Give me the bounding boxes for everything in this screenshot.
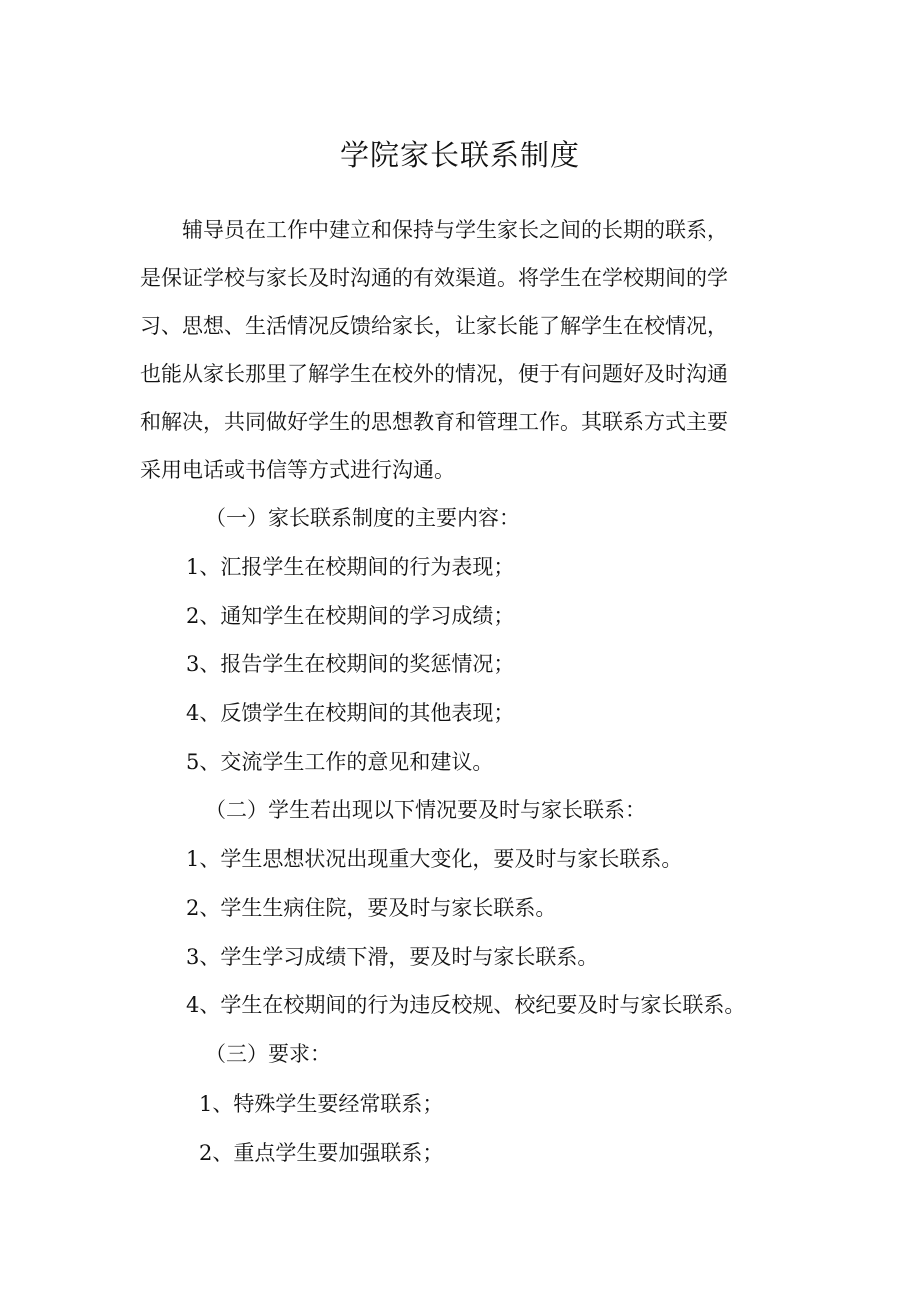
intro-line: 和解决，共同做好学生的思想教育和管理工作。其联系方式主要	[140, 410, 728, 434]
intro-line: 是保证学校与家长及时沟通的有效渠道。将学生在学校期间的学	[140, 266, 728, 290]
list-item: 2、学生生病住院，要及时与家长联系。	[186, 896, 557, 920]
list-item: 5、交流学生工作的意见和建议。	[186, 750, 494, 774]
list-item: 2、通知学生在校期间的学习成绩；	[186, 604, 515, 628]
intro-line: 也能从家长那里了解学生在校外的情况，便于有问题好及时沟通	[140, 362, 728, 386]
document-title: 学院家长联系制度	[339, 138, 580, 172]
list-item: 3、学生学习成绩下滑，要及时与家长联系。	[186, 945, 599, 969]
list-item: 2、重点学生要加强联系；	[199, 1141, 444, 1165]
intro-line: 辅导员在工作中建立和保持与学生家长之间的长期的联系，	[140, 218, 728, 242]
list-item: 3、报告学生在校期间的奖惩情况；	[186, 652, 515, 676]
intro-line: 习、思想、生活情况反馈给家长，让家长能了解学生在校情况，	[140, 314, 728, 338]
section-heading-situations: （二）学生若出现以下情况要及时与家长联系：	[205, 798, 646, 822]
section-heading-requirements: （三）要求：	[205, 1042, 331, 1066]
intro-line: 采用电话或书信等方式进行沟通。	[140, 458, 455, 482]
list-item: 4、学生在校期间的行为违反校规、校纪要及时与家长联系。	[186, 993, 746, 1017]
list-item: 4、反馈学生在校期间的其他表现；	[186, 701, 515, 725]
section-heading-content: （一）家长联系制度的主要内容：	[205, 506, 520, 530]
list-item: 1、特殊学生要经常联系；	[199, 1092, 444, 1116]
list-item: 1、汇报学生在校期间的行为表现；	[186, 555, 515, 579]
list-item: 1、学生思想状况出现重大变化，要及时与家长联系。	[186, 847, 683, 871]
intro-paragraph	[140, 206, 800, 494]
